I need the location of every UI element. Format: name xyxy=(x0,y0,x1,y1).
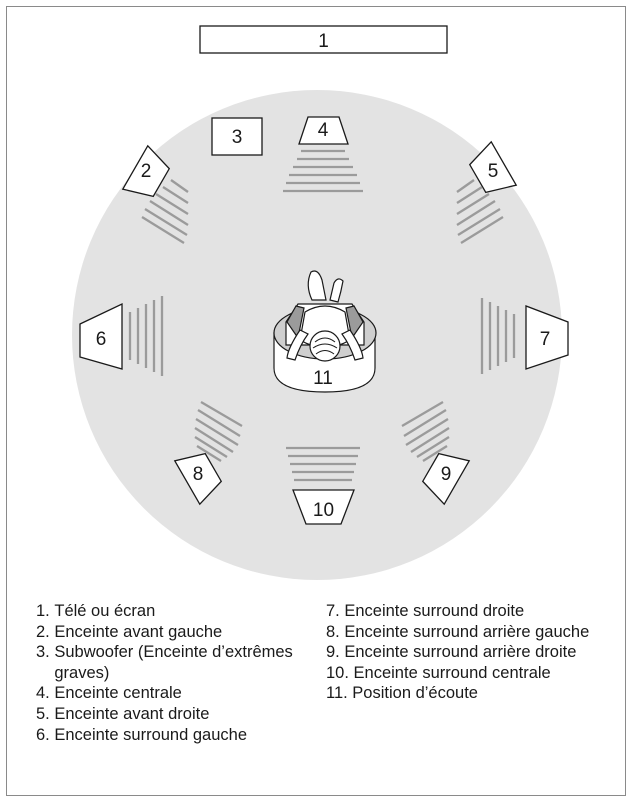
legend-item-text: Enceinte centrale xyxy=(54,684,182,703)
legend-item xyxy=(36,601,306,622)
legend-item-text: Enceinte surround gauche xyxy=(54,725,247,744)
legend-item-number: 8. xyxy=(326,622,345,641)
legend-left-column xyxy=(36,601,306,745)
legend-item xyxy=(326,683,616,704)
legend-item-text: Enceinte surround centrale xyxy=(353,663,551,682)
legend-item-number: 6. xyxy=(36,725,55,744)
legend-item-text: Subwoofer (Enceinte d’extrêmes graves) xyxy=(54,643,293,682)
front-left-label: 2 xyxy=(140,161,152,182)
legend-item xyxy=(326,622,616,643)
tv-screen xyxy=(200,26,447,53)
legend-item-text: Télé ou écran xyxy=(54,602,156,620)
legend-item-text: Enceinte surround arrière droite xyxy=(344,643,577,662)
legend-item-number: 2. xyxy=(36,622,55,641)
surround-back-right-label: 9 xyxy=(440,464,452,485)
legend-right-column xyxy=(326,601,616,704)
legend-item-text: Enceinte surround droite xyxy=(344,602,525,620)
subwoofer-label: 3 xyxy=(231,127,243,148)
legend-item-number: 9. xyxy=(326,643,345,662)
legend-item xyxy=(326,663,616,684)
legend-item xyxy=(36,683,306,704)
surround-left-label: 6 xyxy=(95,329,107,350)
surround-right-label: 7 xyxy=(539,329,551,350)
legend-item-number: 7. xyxy=(326,602,345,620)
legend-item xyxy=(326,642,616,663)
legend-item xyxy=(36,642,306,683)
legend-item-number: 11. xyxy=(326,684,353,703)
surround-back-left-label: 8 xyxy=(192,464,204,485)
legend-item-number: 5. xyxy=(36,704,55,723)
legend-item-text: Enceinte avant droite xyxy=(54,704,210,723)
legend-item-number: 1. xyxy=(36,602,55,620)
front-right-label: 5 xyxy=(487,161,499,182)
legend-item-text: Enceinte avant gauche xyxy=(54,622,223,641)
legend-item xyxy=(326,601,616,622)
subwoofer xyxy=(212,118,262,155)
legend-item-number: 4. xyxy=(36,684,55,703)
legend-item-text: Position d’écoute xyxy=(352,684,478,703)
legend-item xyxy=(36,725,306,746)
tv-label: 1 xyxy=(318,31,329,52)
legend-item-number: 10. xyxy=(326,663,354,682)
center-speaker-label: 4 xyxy=(317,120,329,141)
legend-item xyxy=(36,704,306,725)
legend-item-number: 3. xyxy=(36,643,55,662)
legend-item-text: Enceinte surround arrière gauche xyxy=(344,622,590,641)
legend-item xyxy=(36,622,306,643)
surround-center-label: 10 xyxy=(312,500,335,521)
listening-position-label: 11 xyxy=(313,368,333,389)
